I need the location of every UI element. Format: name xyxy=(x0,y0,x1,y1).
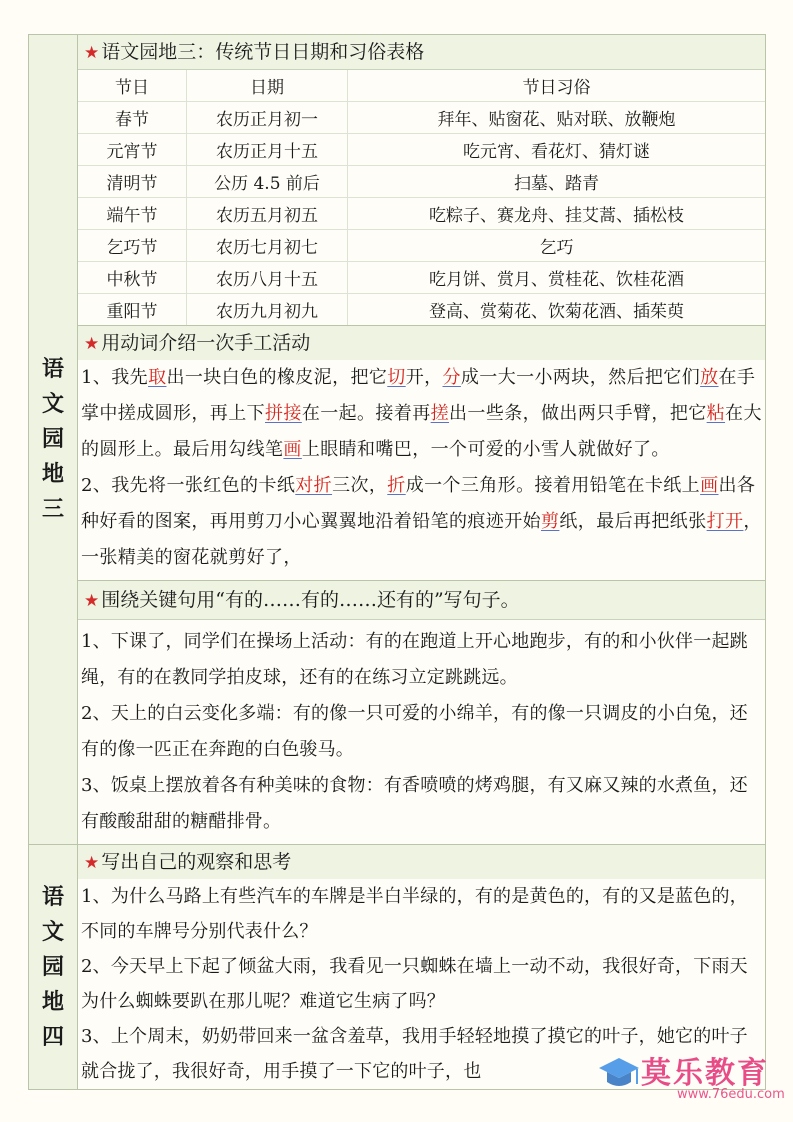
section-side-label: 语 文 园 地 四 xyxy=(29,845,78,1089)
date-cell: 农历正月初一 xyxy=(187,102,348,134)
festival-cell: 元宵节 xyxy=(78,134,187,166)
section-content xyxy=(78,35,765,844)
red-star-icon: ★ xyxy=(84,853,100,873)
verb-keyword: 放 xyxy=(700,367,719,388)
festival-cell: 端午节 xyxy=(78,198,187,230)
verb-keyword: 粘 xyxy=(706,403,726,424)
verb-keyword: 折 xyxy=(387,475,406,496)
paragraph-snowman: 1、我先取出一块白色的橡皮泥，把它切开，分成一大一小两块，然后把它们放在手掌中搓成圆形，再上下拼接在一起。接着再搓出一些条，做出两只手臂，把它粘在大的圆形上。最后用勾线笔画上眼睛和嘴巴，一个可爱的小雪人就做好了。 xyxy=(81,367,762,460)
table-row xyxy=(78,166,765,198)
custom-cell: 吃粽子、赛龙舟、挂艾蒿、插松枝 xyxy=(348,198,766,230)
observation-item: 3、上个周末，奶奶带回来一盆含羞草，我用手轻轻地摸了摸它的叶子，她它的叶子就合拢了，我很好奇，用手摸了一下它的叶子，也 xyxy=(81,1026,748,1082)
sentence-item: 1、下课了，同学们在操场上活动：有的在跑道上开心地跑步，有的和小伙伴一起跳绳，有的在教同学拍皮球，还有的在练习立定跳跳远。 xyxy=(81,631,748,688)
table-row xyxy=(78,134,765,166)
verb-keyword: 对折 xyxy=(295,475,333,496)
verb-keyword: 剪 xyxy=(541,511,560,532)
worksheet xyxy=(28,34,766,1090)
column-header: 节日习俗 xyxy=(348,70,766,102)
column-header: 节日 xyxy=(78,70,187,102)
festival-cell: 中秋节 xyxy=(78,262,187,294)
table-row xyxy=(78,230,765,262)
verb-keyword: 打开 xyxy=(706,511,744,532)
sentence-item: 3、饭桌上摆放着各有种美味的食物：有香喷喷的烤鸡腿，有又麻又辣的水煮鱼，还有酸酸甜甜的糖醋排骨。 xyxy=(81,775,748,832)
verb-keyword: 拼接 xyxy=(265,403,302,424)
sentence-pattern-block xyxy=(78,581,765,844)
red-star-icon: ★ xyxy=(84,591,100,611)
paragraph-paper-cut: 2、我先将一张红色的卡纸对折三次，折成一个三角形。接着用铅笔在卡纸上画出各种好看的图案，再用剪刀小心翼翼地沿着铅笔的痕迹开始剪纸，最后再把纸张打开，一张精美的窗花就剪好了， xyxy=(81,475,762,568)
date-cell: 农历七月初七 xyxy=(187,230,348,262)
block-title: ★ 写出自己的观察和思考 xyxy=(78,845,765,879)
table-row xyxy=(78,262,765,294)
verb-keyword: 取 xyxy=(148,367,167,388)
custom-cell: 乞巧 xyxy=(348,230,766,262)
custom-cell: 拜年、贴窗花、贴对联、放鞭炮 xyxy=(348,102,766,134)
date-cell: 农历九月初九 xyxy=(187,294,348,326)
block-title: ★ 围绕关键句用“有的……有的……还有的”写句子。 xyxy=(78,581,765,620)
festival-cell: 春节 xyxy=(78,102,187,134)
observation-item: 1、为什么马路上有些汽车的车牌是半白半绿的，有的是黄色的，有的又是蓝色的，不同的车牌号分别代表什么？ xyxy=(81,886,748,942)
verb-keyword: 画 xyxy=(700,475,719,496)
festival-cell: 清明节 xyxy=(78,166,187,198)
table-row xyxy=(78,102,765,134)
verb-keyword: 分 xyxy=(442,367,461,388)
custom-cell: 吃元宵、看花灯、猜灯谜 xyxy=(348,134,766,166)
festival-cell: 重阳节 xyxy=(78,294,187,326)
verb-keyword: 搓 xyxy=(430,403,450,424)
table-header-row xyxy=(78,70,765,102)
section-garden-3 xyxy=(28,34,766,845)
graduation-cap-icon xyxy=(597,1054,641,1098)
date-cell: 农历正月十五 xyxy=(187,134,348,166)
verb-activity-block xyxy=(78,326,765,581)
red-star-icon: ★ xyxy=(84,43,100,63)
verb-keyword: 画 xyxy=(283,439,302,460)
section-side-label: 语 文 园 地 三 xyxy=(29,35,78,844)
table-row xyxy=(78,294,765,326)
date-cell: 农历八月十五 xyxy=(187,262,348,294)
festival-table-block xyxy=(78,35,765,326)
red-star-icon: ★ xyxy=(84,334,100,354)
watermark-logo xyxy=(597,1040,787,1110)
custom-cell: 扫墓、踏青 xyxy=(348,166,766,198)
custom-cell: 吃月饼、赏月、赏桂花、饮桂花酒 xyxy=(348,262,766,294)
column-header: 日期 xyxy=(187,70,348,102)
block-title: ★ 语文园地三：传统节日日期和习俗表格 xyxy=(78,35,765,70)
observation-item: 2、今天早上下起了倾盆大雨，我看见一只蜘蛛在墙上一动不动，我很好奇，下雨天为什么蜘蛛要趴在那儿呢？难道它生病了吗？ xyxy=(81,956,748,1012)
table-row xyxy=(78,198,765,230)
custom-cell: 登高、赏菊花、饮菊花酒、插茱萸 xyxy=(429,302,684,322)
date-cell: 农历五月初五 xyxy=(187,198,348,230)
festival-cell: 乞巧节 xyxy=(78,230,187,262)
block-title: ★ 用动词介绍一次手工活动 xyxy=(78,326,765,360)
watermark-url: www.76edu.com xyxy=(677,1087,785,1102)
verb-keyword: 切 xyxy=(387,367,406,388)
festival-table xyxy=(78,70,765,325)
watermark-name: 莫乐教育 xyxy=(641,1056,769,1091)
date-cell: 公历 4.5 前后 xyxy=(187,166,348,198)
sentence-item: 2、天上的白云变化多端：有的像一只可爱的小绵羊，有的像一只调皮的小白兔，还有的像一匹正在奔跑的白色骏马。 xyxy=(81,703,748,760)
